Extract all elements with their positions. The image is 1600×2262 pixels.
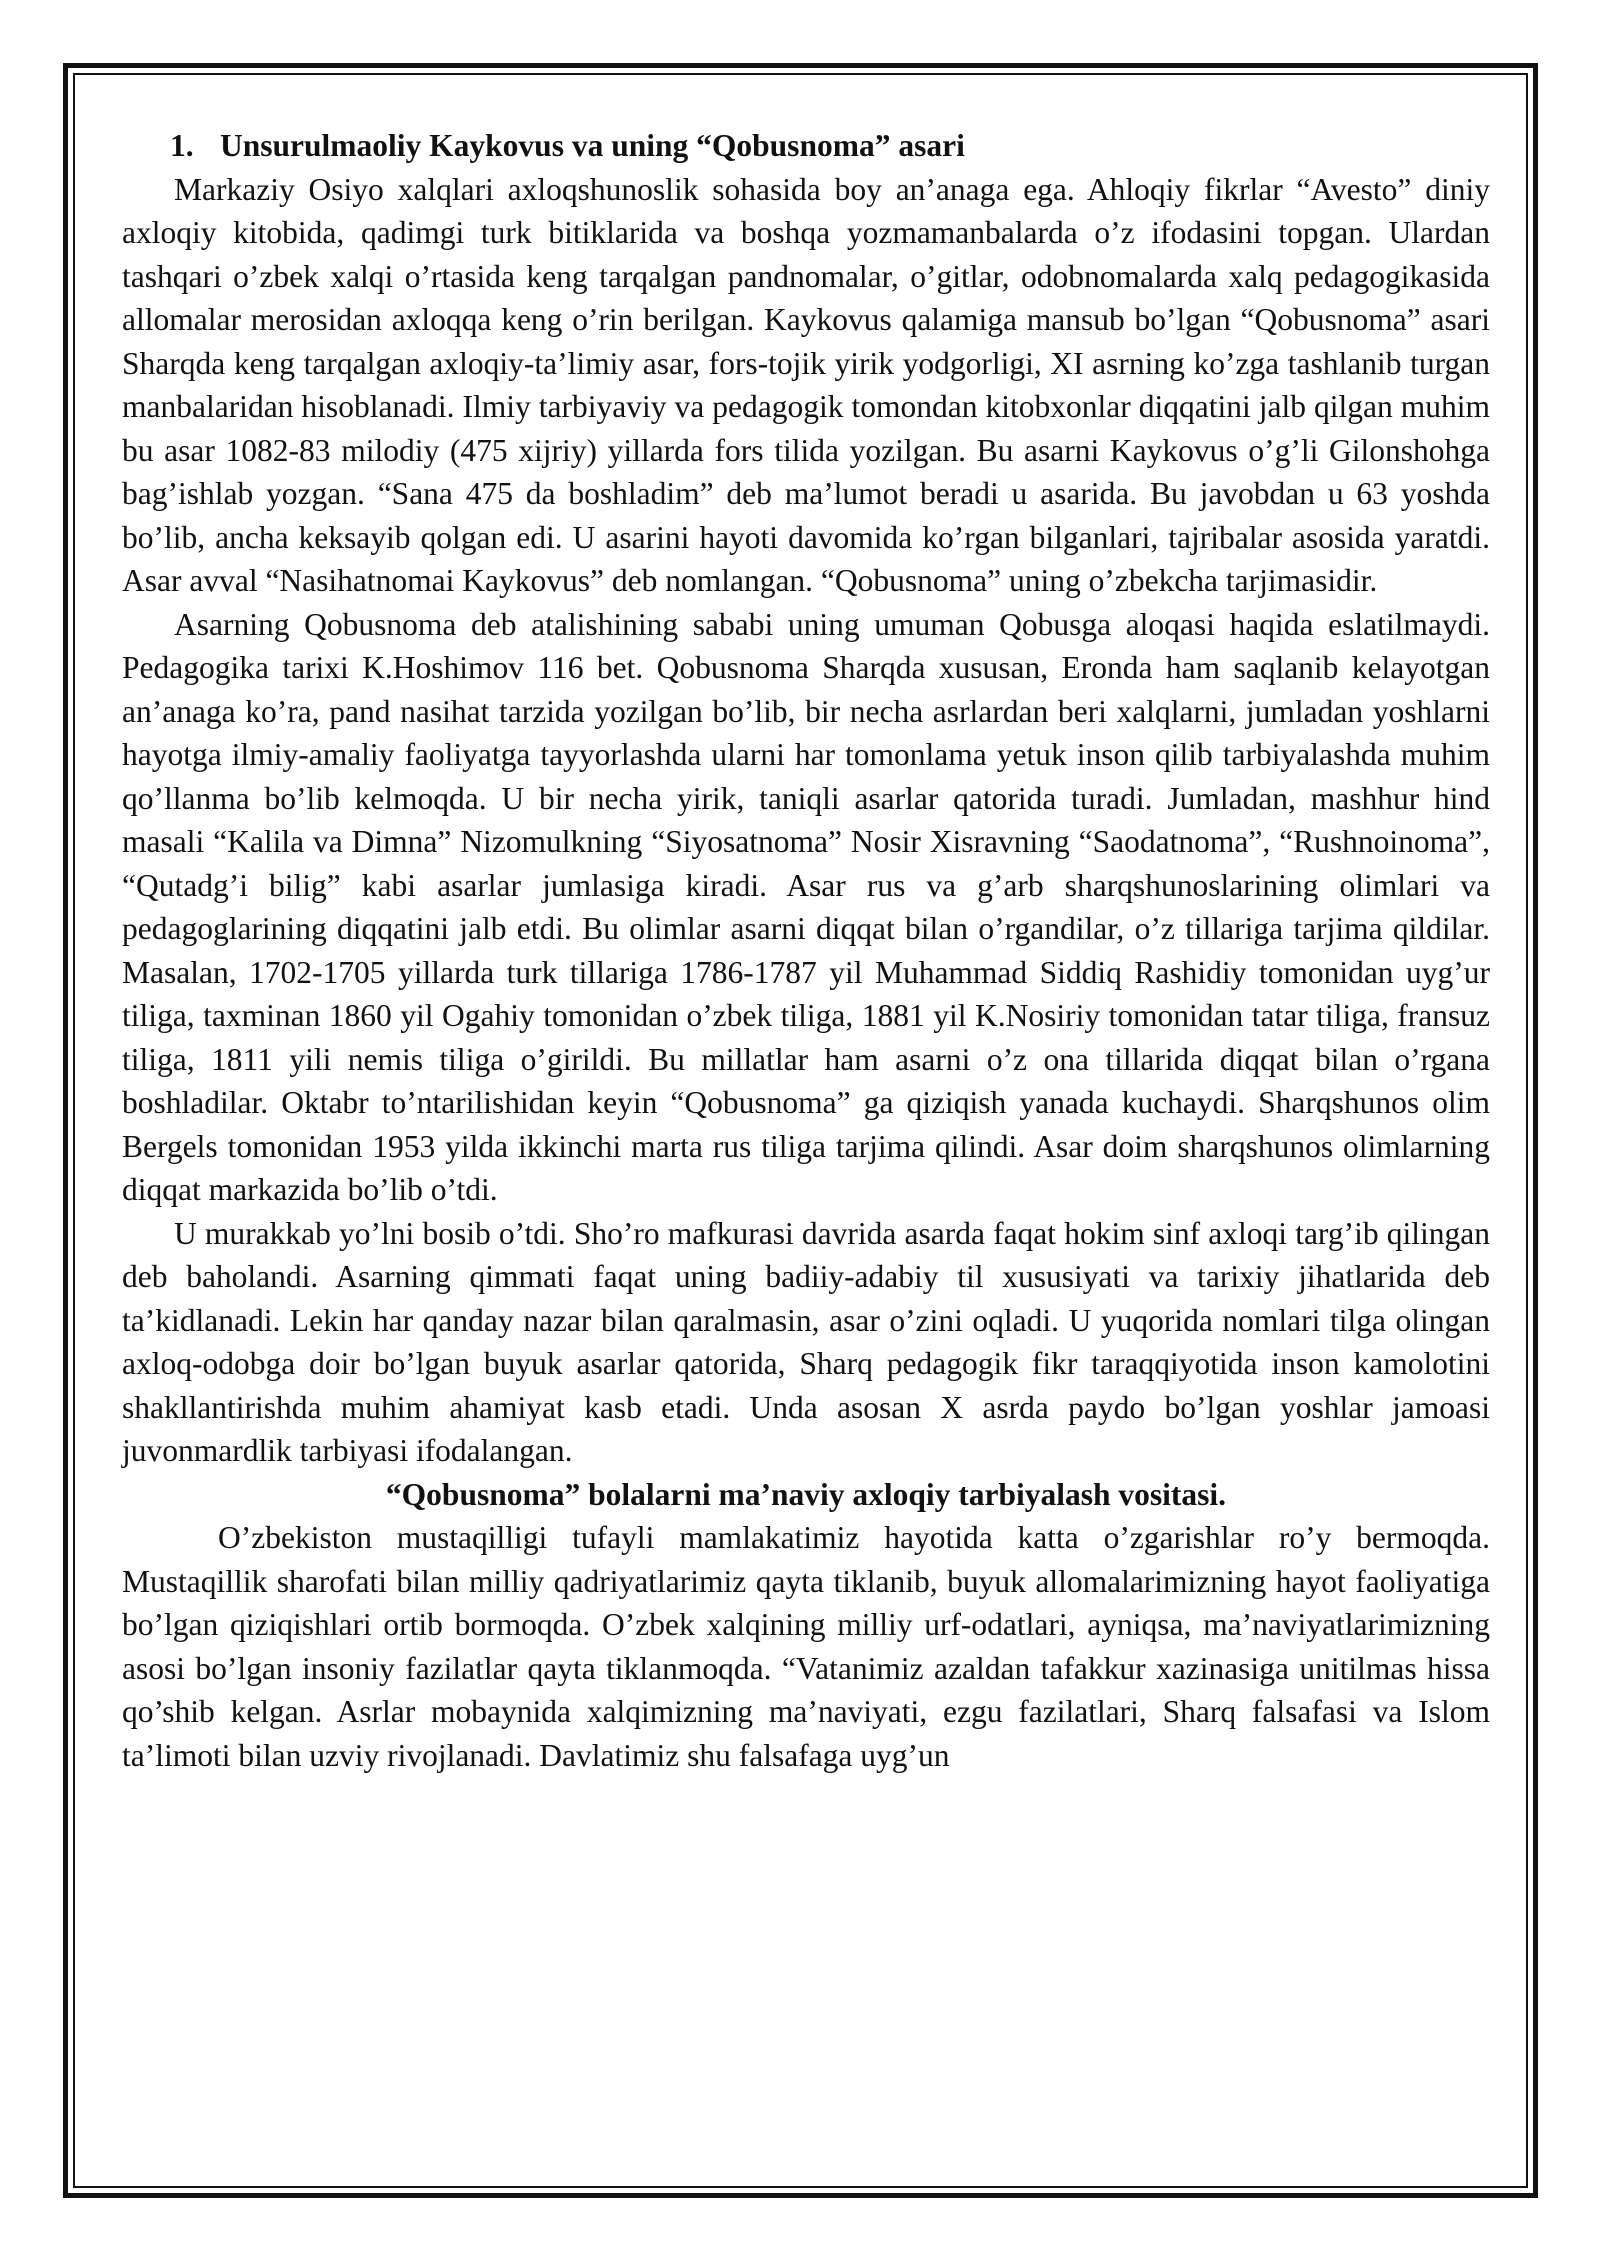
paragraph-4: O’zbekiston mustaqilligi tufayli mamlakatimiz hayotida katta o’zgarishlar ro’y bermoqda. Mustaqillik sharofati bilan milliy qadriyatlarimiz qayta tiklanib, buyuk allomalarimizning hayot faoliyatiga bo’lgan qiziqishlari ortib bormoqda. O’zbek xalqining milliy urf-odatlari, ayniqsa, ma’naviyatlarimizning asosi bo’lgan insoniy fazilatlar qayta tiklanmoqda. “Vatanimiz azaldan tafakkur xazinasiga unitilmas hissa qo’shib kelgan. Asrlar mobaynida xalqimizning ma’naviyati, ezgu fazilatlari, Sharq falsafasi va Islom ta’limoti bilan uzviy rivojlanadi. Davlatimiz shu falsafaga uyg’un [122, 1520, 1490, 1773]
section-heading-1 [122, 124, 1490, 168]
paragraph-2: Asarning Qobusnoma deb atalishining sababi uning umuman Qobusga aloqasi haqida eslatilmaydi. Pedagogika tarixi K.Hoshimov 116 bet. Qobusnoma Sharqda xususan, Eronda ham saqlanib kelayotgan an’anaga ko’ra, pand nasihat tarzida yozilgan bo’lib, bir necha asrlardan beri xalqlarni, jumladan yoshlarni hayotga ilmiy-amaliy faoliyatga tayyorlashda ularni har tomonlama yetuk inson qilib tarbiyalashda muhim qo’llanma bo’lib kelmoqda. U bir necha yirik, taniqli asarlar qatorida turadi. Jumladan, mashhur hind masali “Kalila va Dimna” Nizomulkning “Siyosatnoma” Nosir Xisravning “Saodatnoma”, “Rushnoinoma”, “Qutadg’i bilig” kabi asarlar jumlasiga kiradi. Asar rus va g’arb sharqshunoslarining olimlari va pedagoglarining diqqatini jalb etdi. Bu olimlar asarni diqqat bilan o’rgandilar, o’z tillariga tarjima qildilar. Masalan, 1702-1705 yillarda turk tillariga 1786-1787 yil Muhammad Siddiq Rashidiy tomonidan uyg’ur tiliga, taxminan 1860 yil Ogahiy tomonidan o’zbek tiliga, 1881 yil K.Nosiriy tomonidan tatar tiliga, fransuz tiliga, 1811 yili nemis tiliga o’girildi. Bu millatlar ham asarni o’z ona tillarida diqqat bilan o’rgana boshladilar. Oktabr to’ntarilishidan keyin “Qobusnoma” ga qiziqish yanada kuchaydi. Sharqshunos olim Bergels tomonidan 1953 yilda ikkinchi marta rus tiliga tarjima qilindi. Asar doim sharqshunos olimlarning diqqat markazida bo’lib o’tdi. [122, 606, 1490, 1207]
paragraph-3: U murakkab yo’lni bosib o’tdi. Sho’ro mafkurasi davrida asarda faqat hokim sinf axloqi targ’ib qilingan deb baholandi. Asarning qimmati faqat uning badiiy-adabiy til xususiyati va tarixiy jihatlarida deb ta’kidlanadi. Lekin har qanday nazar bilan qaralmasin, asar o’zini oqladi. U yuqorida nomlari tilga olingan axloq-odobga doir bo’lgan buyuk asarlar qatorida, Sharq pedagogik fikr taraqqiyotida inson kamolotini shakllantirishda muhim ahamiyat kasb etadi. Unda asosan X asrda paydo bo’lgan yoshlar jamoasi juvonmardlik tarbiyasi ifodalangan. [122, 1215, 1490, 1468]
section-title: Unsurulmaoliy Kaykovus va uning “Qobusnoma” asari [220, 128, 965, 163]
section-number: 1. [170, 128, 194, 163]
document-body [122, 124, 1490, 1777]
paragraph-1: Markaziy Osiyo xalqlari axloqshunoslik sohasida boy an’anaga ega. Ahloqiy fikrlar “Avesto” diniy axloqiy kitobida, qadimgi turk bitiklarida va boshqa yozmamanbalarda o’z ifodasini topgan. Ulardan tashqari o’zbek xalqi o’rtasida keng tarqalgan pandnomalar, o’gitlar, odobnomalarda xalq pedagogikasida allomalar merosidan axloqqa keng o’rin berilgan. Kaykovus qalamiga mansub bo’lgan “Qobusnoma” asari Sharqda keng tarqalgan axloqiy-ta’limiy asar, fors-tojik yirik yodgorligi, XI asrning ko’zga tashlanib turgan manbalaridan hisoblanadi. Ilmiy tarbiyaviy va pedagogik tomondan kitobxonlar diqqatini jalb qilgan muhim bu asar 1082-83 milodiy (475 xijriy) yillarda fors tilida yozilgan. Bu asarni Kaykovus o’g’li Gilonshohga bag’ishlab yozgan. “Sana 475 da boshladim” deb ma’lumot beradi u asarida. Bu javobdan u 63 yoshda bo’lib, ancha keksayib qolgan edi. U asarini hayoti davomida ko’rgan bilganlari, tajribalar asosida yaratdi. Asar avval “Nasihatnomai Kaykovus” deb nomlangan. “Qobusnoma” uning o’zbekcha tarjimasidir. [122, 171, 1490, 598]
section-heading-2: “Qobusnoma” bolalarni ma’naviy axloqiy tarbiyalash vositasi. [385, 1476, 1227, 1512]
